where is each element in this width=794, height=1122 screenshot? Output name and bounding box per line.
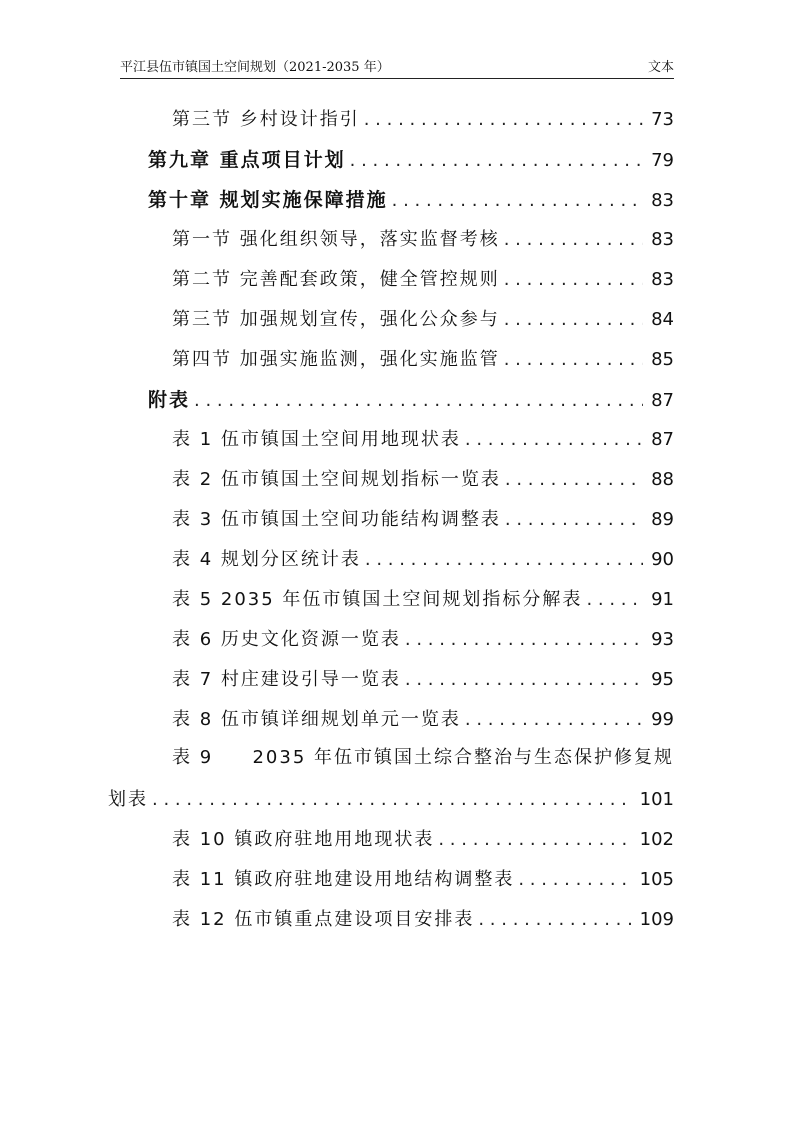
toc-entry[interactable] xyxy=(172,460,674,500)
toc-entry[interactable] xyxy=(172,820,674,860)
toc-leader-dots xyxy=(350,141,643,181)
toc-entry[interactable] xyxy=(172,580,674,620)
toc-leader-dots xyxy=(586,580,643,620)
toc-entry-title: 第十章 规划实施保障措施 xyxy=(148,189,388,211)
toc-entry[interactable] xyxy=(172,100,674,140)
toc-entry-title: 表 12 伍市镇重点建设项目安排表 xyxy=(172,909,475,930)
toc-entry-page: 89 xyxy=(651,509,674,530)
toc-entry-page: 102 xyxy=(639,829,674,850)
toc-entry-page: 87 xyxy=(651,429,674,450)
toc-entry-page: 79 xyxy=(651,150,674,171)
toc-entry-title: 表 10 镇政府驻地用地现状表 xyxy=(172,829,435,850)
toc-entry-title: 表 11 镇政府驻地建设用地结构调整表 xyxy=(172,869,515,890)
toc-entry-title: 表 2 伍市镇国土空间规划指标一览表 xyxy=(172,469,501,490)
toc-entry-title: 表 7 村庄建设引导一览表 xyxy=(172,669,401,690)
toc-entry[interactable] xyxy=(172,620,674,660)
toc-entry[interactable] xyxy=(172,660,674,700)
toc-entry-page: 95 xyxy=(651,669,674,690)
toc-wrapped-entry-line2[interactable] xyxy=(108,780,674,820)
toc-leader-dots xyxy=(152,780,632,820)
toc-leader-dots xyxy=(478,900,631,940)
toc-leader-dots xyxy=(465,420,643,460)
toc-entry[interactable] xyxy=(172,420,674,460)
toc-entry-title: 第三节 乡村设计指引 xyxy=(172,109,360,130)
toc-entry-page: 93 xyxy=(651,629,674,650)
toc-entry-title: 附表 xyxy=(148,389,191,411)
toc-entry[interactable] xyxy=(172,260,674,300)
toc-entry[interactable] xyxy=(172,900,674,940)
toc-entry-page: 83 xyxy=(651,269,674,290)
toc-leader-dots xyxy=(504,300,643,340)
toc-wrapped-entry-line1[interactable] xyxy=(172,738,674,778)
toc-entry[interactable] xyxy=(172,700,674,740)
toc-entry-title: 表 5 2035 年伍市镇国土空间规划指标分解表 xyxy=(172,589,583,610)
toc-entry-title-continued: 划表 xyxy=(108,789,148,810)
toc-entry-title: 第一节 强化组织领导，落实监督考核 xyxy=(172,229,500,250)
toc-entry[interactable] xyxy=(172,300,674,340)
toc-entry[interactable] xyxy=(172,500,674,540)
toc-entry-title: 表 8 伍市镇详细规划单元一览表 xyxy=(172,709,461,730)
toc-entry[interactable] xyxy=(172,220,674,260)
toc-entry-page: 83 xyxy=(651,229,674,250)
toc-entry-page: 91 xyxy=(651,589,674,610)
toc-entry-page: 109 xyxy=(639,909,674,930)
toc-leader-dots xyxy=(438,820,631,860)
toc-leader-dots xyxy=(194,381,643,421)
toc-leader-dots xyxy=(504,340,643,380)
toc-leader-dots xyxy=(392,181,643,221)
toc-entry-title: 第三节 加强规划宣传，强化公众参与 xyxy=(172,309,500,330)
header-document-title: 平江县伍市镇国土空间规划（2021-2035 年） xyxy=(120,60,390,75)
toc-entry-title: 表 1 伍市镇国土空间用地现状表 xyxy=(172,429,461,450)
toc-entry[interactable] xyxy=(172,340,674,380)
toc-entry-page: 83 xyxy=(651,190,674,211)
toc-leader-dots xyxy=(465,700,643,740)
toc-chapter-entry[interactable] xyxy=(148,180,674,220)
toc-entry-title: 表 3 伍市镇国土空间功能结构调整表 xyxy=(172,509,501,530)
toc-chapter-entry[interactable] xyxy=(148,380,674,420)
toc-leader-dots xyxy=(364,100,643,140)
toc-entry-title: 表 4 规划分区统计表 xyxy=(172,549,361,570)
toc-entry-page: 87 xyxy=(651,390,674,411)
toc-entry-page: 101 xyxy=(639,789,674,810)
toc-leader-dots xyxy=(504,220,643,260)
header-section-label: 文本 xyxy=(647,60,674,75)
toc-entry-page: 73 xyxy=(651,109,674,130)
toc-entry-page: 105 xyxy=(639,869,674,890)
toc-leader-dots xyxy=(505,460,643,500)
toc-leader-dots xyxy=(504,260,643,300)
toc-entry-page: 88 xyxy=(651,469,674,490)
toc-entry-title: 第四节 加强实施监测，强化实施监管 xyxy=(172,349,500,370)
toc-leader-dots xyxy=(518,860,631,900)
toc-leader-dots xyxy=(405,660,643,700)
toc-entry-page: 90 xyxy=(651,549,674,570)
toc-entry-title: 第二节 完善配套政策，健全管控规则 xyxy=(172,269,500,290)
toc-entry-title: 表 6 历史文化资源一览表 xyxy=(172,629,401,650)
toc-leader-dots xyxy=(365,540,643,580)
toc-entry-page: 84 xyxy=(651,309,674,330)
toc-entry-prefix: 表 9 xyxy=(172,747,214,768)
toc-entry-title: 第九章 重点项目计划 xyxy=(148,149,346,171)
toc-entry[interactable] xyxy=(172,540,674,580)
toc-entry-page: 85 xyxy=(651,349,674,370)
toc-leader-dots xyxy=(405,620,643,660)
page-header xyxy=(120,52,674,79)
toc-leader-dots xyxy=(505,500,643,540)
toc-entry[interactable] xyxy=(172,860,674,900)
toc-chapter-entry[interactable] xyxy=(148,140,674,180)
toc-entry-title: 2035 年伍市镇国土综合整治与生态保护修复规 xyxy=(252,747,674,768)
toc-entry-page: 99 xyxy=(651,709,674,730)
